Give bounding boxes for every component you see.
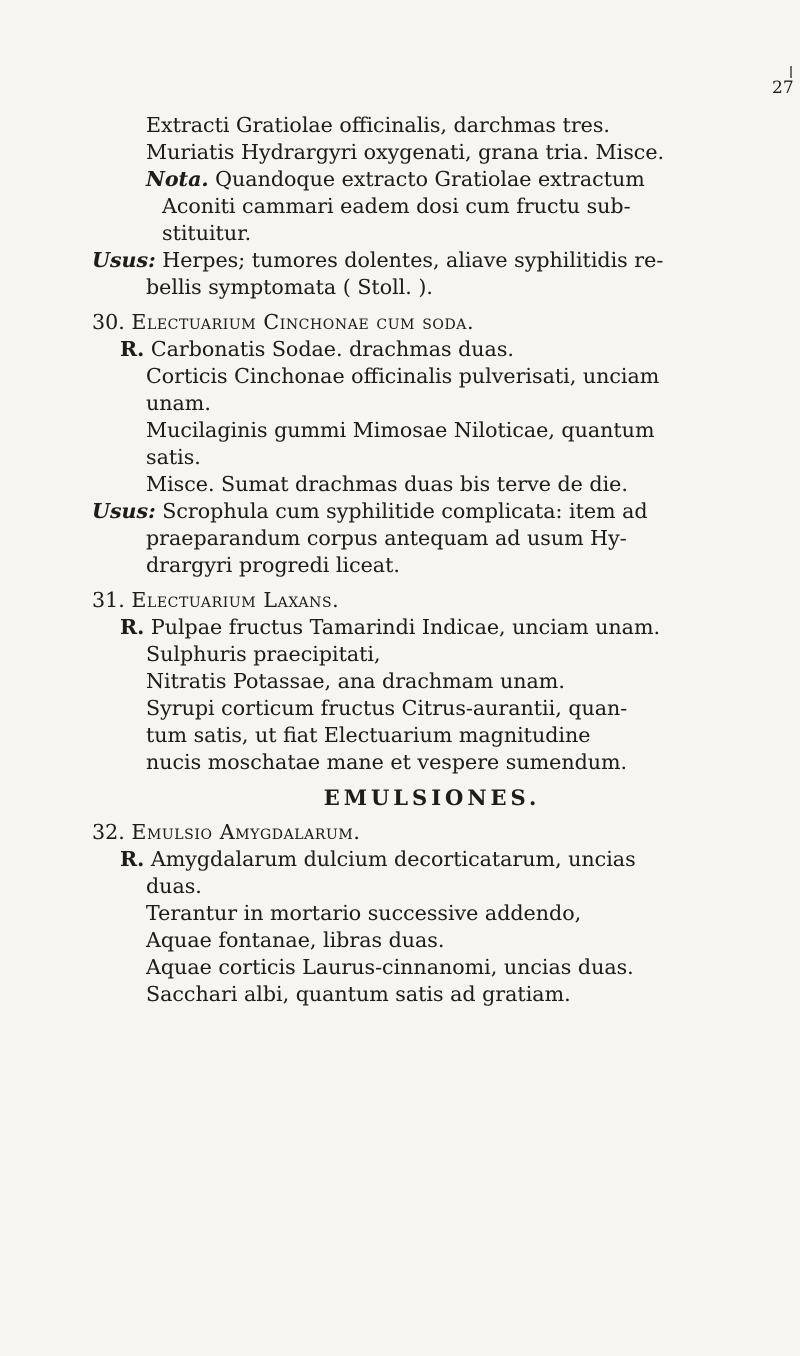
recipe-symbol: R. (120, 337, 145, 361)
text-line: Aquae fontanae, libras duas. (146, 928, 445, 952)
text-fragment: Herpes; tumores dolentes, aliave syphilitidis re- (162, 248, 664, 272)
section-title: Emulsio Amygdalarum. (131, 820, 361, 844)
section-heading (92, 309, 772, 336)
chapter-heading: EMULSIONES. (323, 785, 541, 810)
nota-label: Nota. (146, 167, 209, 191)
text-line: Muriatis Hydrargyri oxygenati, grana tria. Misce. (146, 140, 665, 164)
section-heading (92, 587, 772, 614)
recipe-symbol: R. (120, 615, 145, 639)
text-line: Corticis Cinchonae officinalis pulverisati, unciam (146, 364, 660, 388)
recipe-line (92, 336, 772, 363)
text-line: Mucilaginis gummi Mimosae Niloticae, quantum (146, 418, 655, 442)
text-line: Aconiti cammari eadem dosi cum fructu sub- (162, 194, 631, 218)
section-number: 30. (92, 310, 125, 334)
section-number: 31. (92, 588, 125, 612)
text-line: Syrupi corticum fructus Citrus-aurantii, quan- (146, 696, 628, 720)
text-line: Misce. Sumat drachmas duas bis terve de die. (146, 472, 628, 496)
usus-line (92, 498, 772, 525)
text-line: Sulphuris praecipitati, (146, 642, 381, 666)
text-fragment: Pulpae fructus Tamarindi Indicae, unciam unam. (150, 615, 661, 639)
text-line: drargyri progredi liceat. (146, 553, 400, 577)
page-content (92, 112, 772, 1008)
section-title: Electuarium Cinchonae cum soda. (131, 310, 475, 334)
section-number: 32. (92, 820, 125, 844)
text-line: Sacchari albi, quantum satis ad gratiam. (146, 982, 571, 1006)
nota-line (92, 166, 772, 193)
text-line: bellis symptomata ( Stoll. ). (146, 275, 433, 299)
page-number: 27 (772, 78, 794, 98)
usus-label: Usus: (92, 248, 156, 272)
section-title: Electuarium Laxans. (131, 588, 340, 612)
text-line: Aquae corticis Laurus-cinnanomi, uncias duas. (146, 955, 634, 979)
text-fragment: Carbonatis Sodae. drachmas duas. (150, 337, 514, 361)
text-line: Nitratis Potassae, ana drachmam unam. (146, 669, 565, 693)
usus-label: Usus: (92, 499, 156, 523)
text-line: tum satis, ut fiat Electuarium magnitudine (146, 723, 591, 747)
text-fragment: Scrophula cum syphilitide complicata: item ad (162, 499, 648, 523)
text-line: praeparandum corpus antequam ad usum Hy- (146, 526, 627, 550)
text-line: satis. (146, 445, 201, 469)
text-fragment: Amygdalarum dulcium decorticatarum, uncias (150, 847, 636, 871)
recipe-line (92, 846, 772, 873)
text-line: stituitur. (162, 221, 252, 245)
text-line: duas. (146, 874, 202, 898)
usus-line (92, 247, 772, 274)
text-line: Extracti Gratiolae officinalis, darchmas tres. (146, 113, 610, 137)
text-line: nucis moschatae mane et vespere sumendum. (146, 750, 628, 774)
text-fragment: Quandoque extracto Gratiolae extractum (215, 167, 645, 191)
text-line: Terantur in mortario successive addendo, (146, 901, 582, 925)
text-line: unam. (146, 391, 211, 415)
page-edge-mark (790, 66, 792, 78)
recipe-symbol: R. (120, 847, 145, 871)
recipe-line (92, 614, 772, 641)
section-heading (92, 819, 772, 846)
